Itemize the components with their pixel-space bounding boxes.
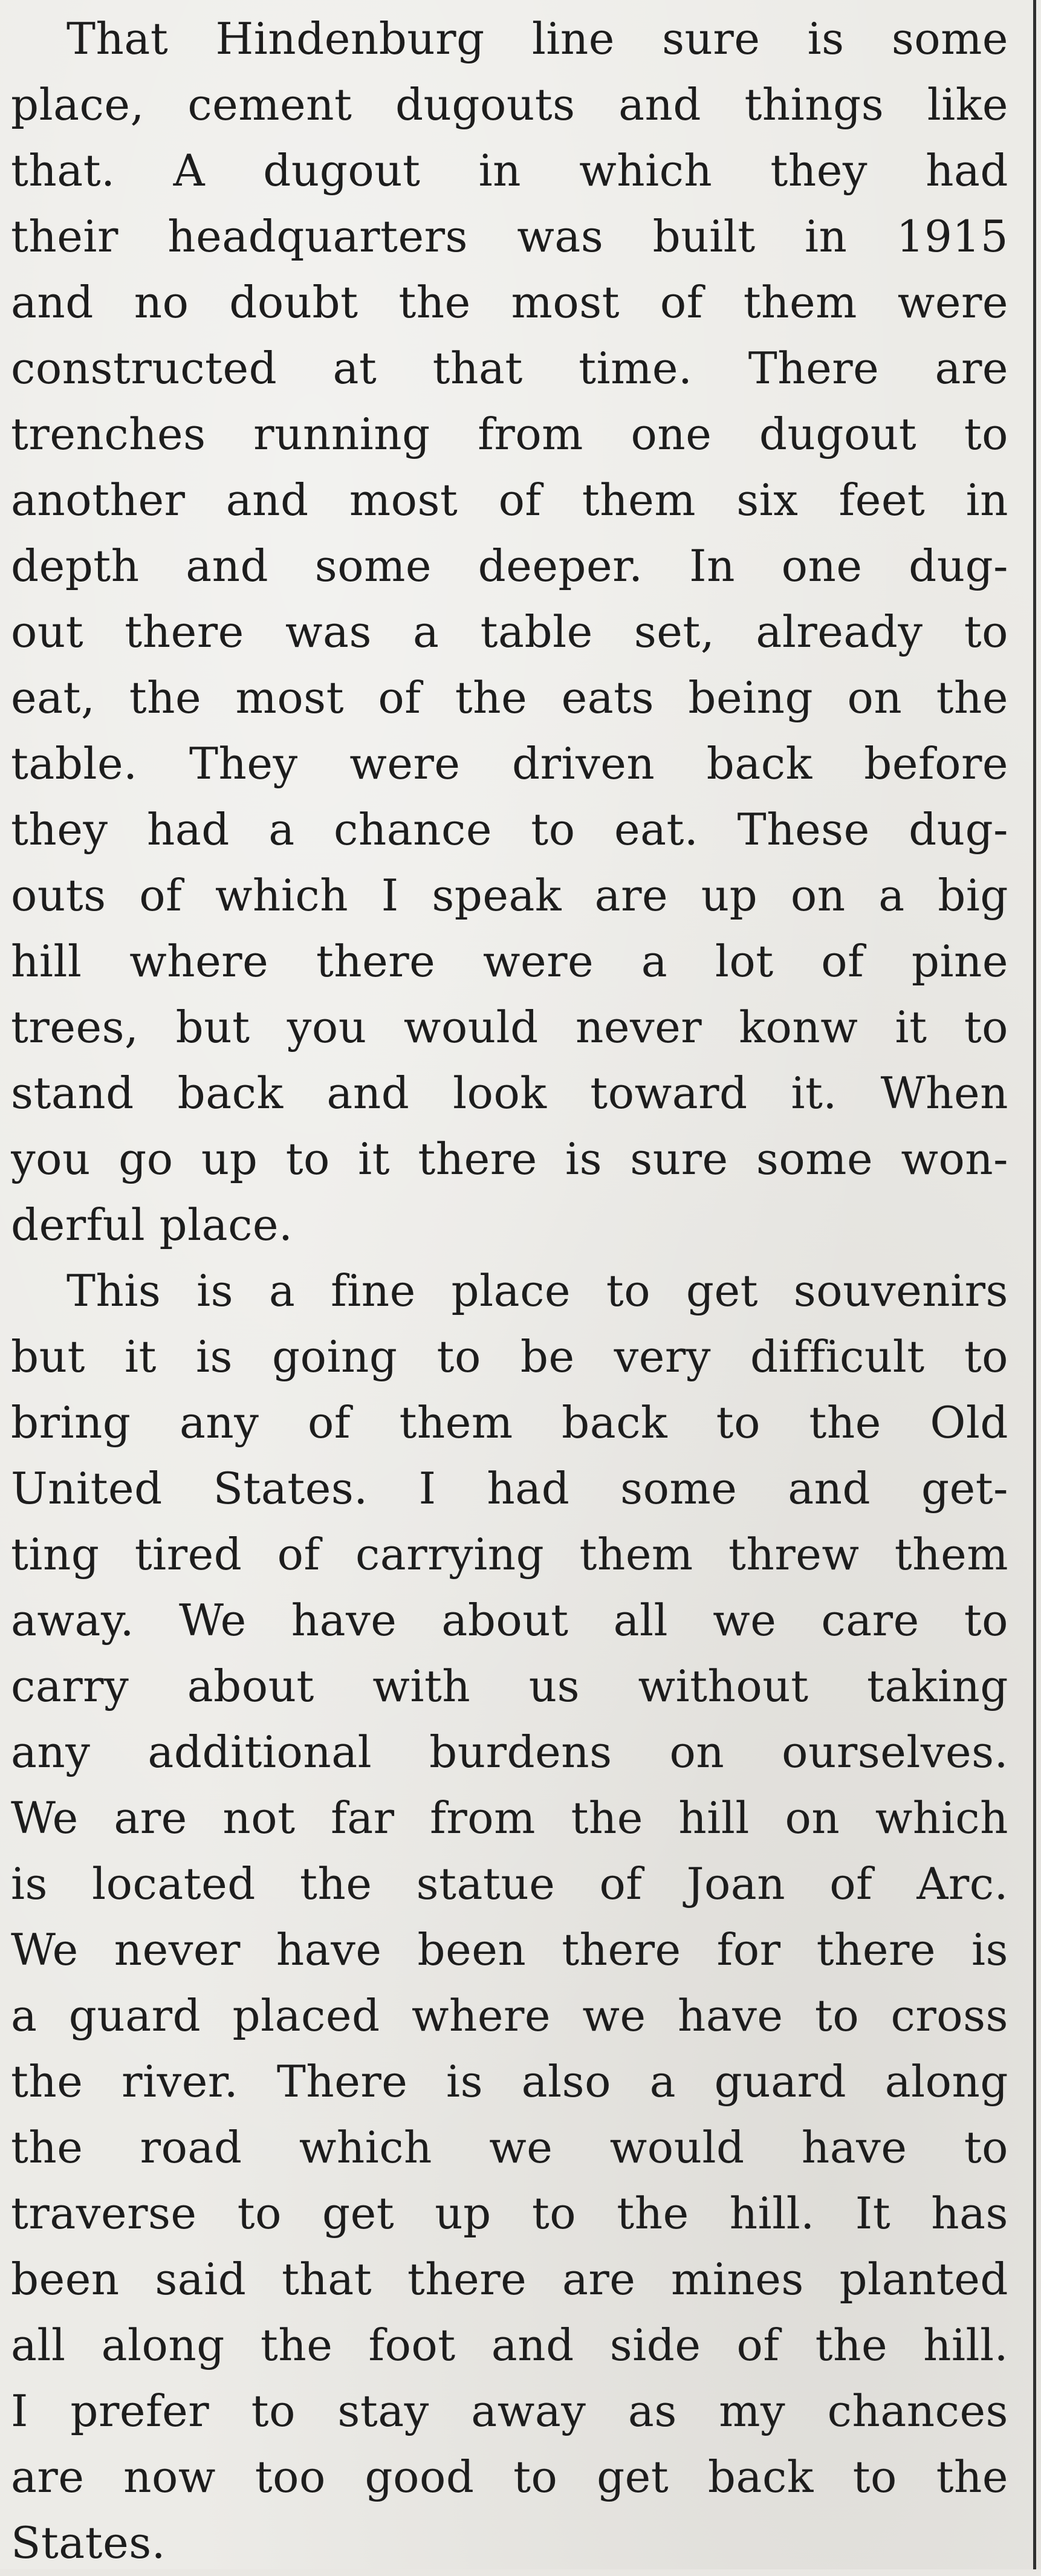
text-line: is located the statue of Joan of Arc. [11, 1858, 1008, 1909]
text-line: stand back and look toward it. When [11, 1068, 1008, 1118]
text-line: any additional burdens on ourselves. [11, 1727, 1008, 1777]
text-line: ting tired of carrying them threw them [11, 1529, 1008, 1580]
text-line: bring any of them back to the Old [11, 1397, 1008, 1448]
text-line: and no doubt the most of them were [11, 277, 1008, 328]
text-line: but it is going to be very difficult to [11, 1331, 1008, 1382]
text-line: out there was a table set, already to [11, 606, 1008, 657]
text-line: away. We have about all we care to [11, 1595, 1008, 1646]
text-line: the river. There is also a guard along [11, 2056, 1008, 2107]
text-line: the road which we would have to [11, 2122, 1008, 2173]
text-line: are now too good to get back to the [11, 2451, 1008, 2502]
text-line: you go up to it there is sure some won- [11, 1134, 1008, 1184]
text-line: hill where there were a lot of pine [11, 936, 1008, 987]
text-line: outs of which I speak are up on a big [11, 870, 1008, 921]
article-column [11, 6, 1008, 2576]
text-line: their headquarters was built in 1915 [11, 211, 1008, 262]
text-line: eat, the most of the eats being on the [11, 672, 1008, 723]
text-line: United States. I had some and get- [11, 1463, 1008, 1514]
text-line: been said that there are mines planted [11, 2254, 1008, 2305]
text-line: table. They were driven back before [11, 738, 1008, 789]
text-line: a guard placed where we have to cross [11, 1990, 1008, 2041]
text-line: they had a chance to eat. These dug- [11, 804, 1008, 855]
text-line: all along the foot and side of the hill. [11, 2320, 1008, 2370]
text-line: derful place. [11, 1199, 293, 1250]
text-line: place, cement dugouts and things like [11, 79, 1008, 130]
text-line: States. [11, 2517, 166, 2568]
text-line: traverse to get up to the hill. It has [11, 2188, 1008, 2239]
text-line: We never have been there for there is [11, 1924, 1008, 1975]
paragraph-1 [11, 6, 1008, 1258]
text-line: carry about with us without taking [11, 1661, 1008, 1711]
text-line: trenches running from one dugout to [11, 409, 1008, 459]
column-rule [1033, 0, 1036, 2569]
text-line: that. A dugout in which they had [11, 145, 1008, 196]
text-line: another and most of them six feet in [11, 475, 1008, 525]
paragraph-2 [11, 1258, 1008, 2576]
text-line: I prefer to stay away as my chances [11, 2386, 1008, 2436]
text-line: depth and some deeper. In one dug- [11, 540, 1008, 591]
text-line: trees, but you would never konw it to [11, 1002, 1008, 1053]
text-line: We are not far from the hill on which [11, 1792, 1008, 1843]
text-line: constructed at that time. There are [11, 343, 1008, 394]
text-line: This is a fine place to get souvenirs [66, 1265, 1008, 1316]
text-line: That Hindenburg line sure is some [66, 13, 1008, 64]
